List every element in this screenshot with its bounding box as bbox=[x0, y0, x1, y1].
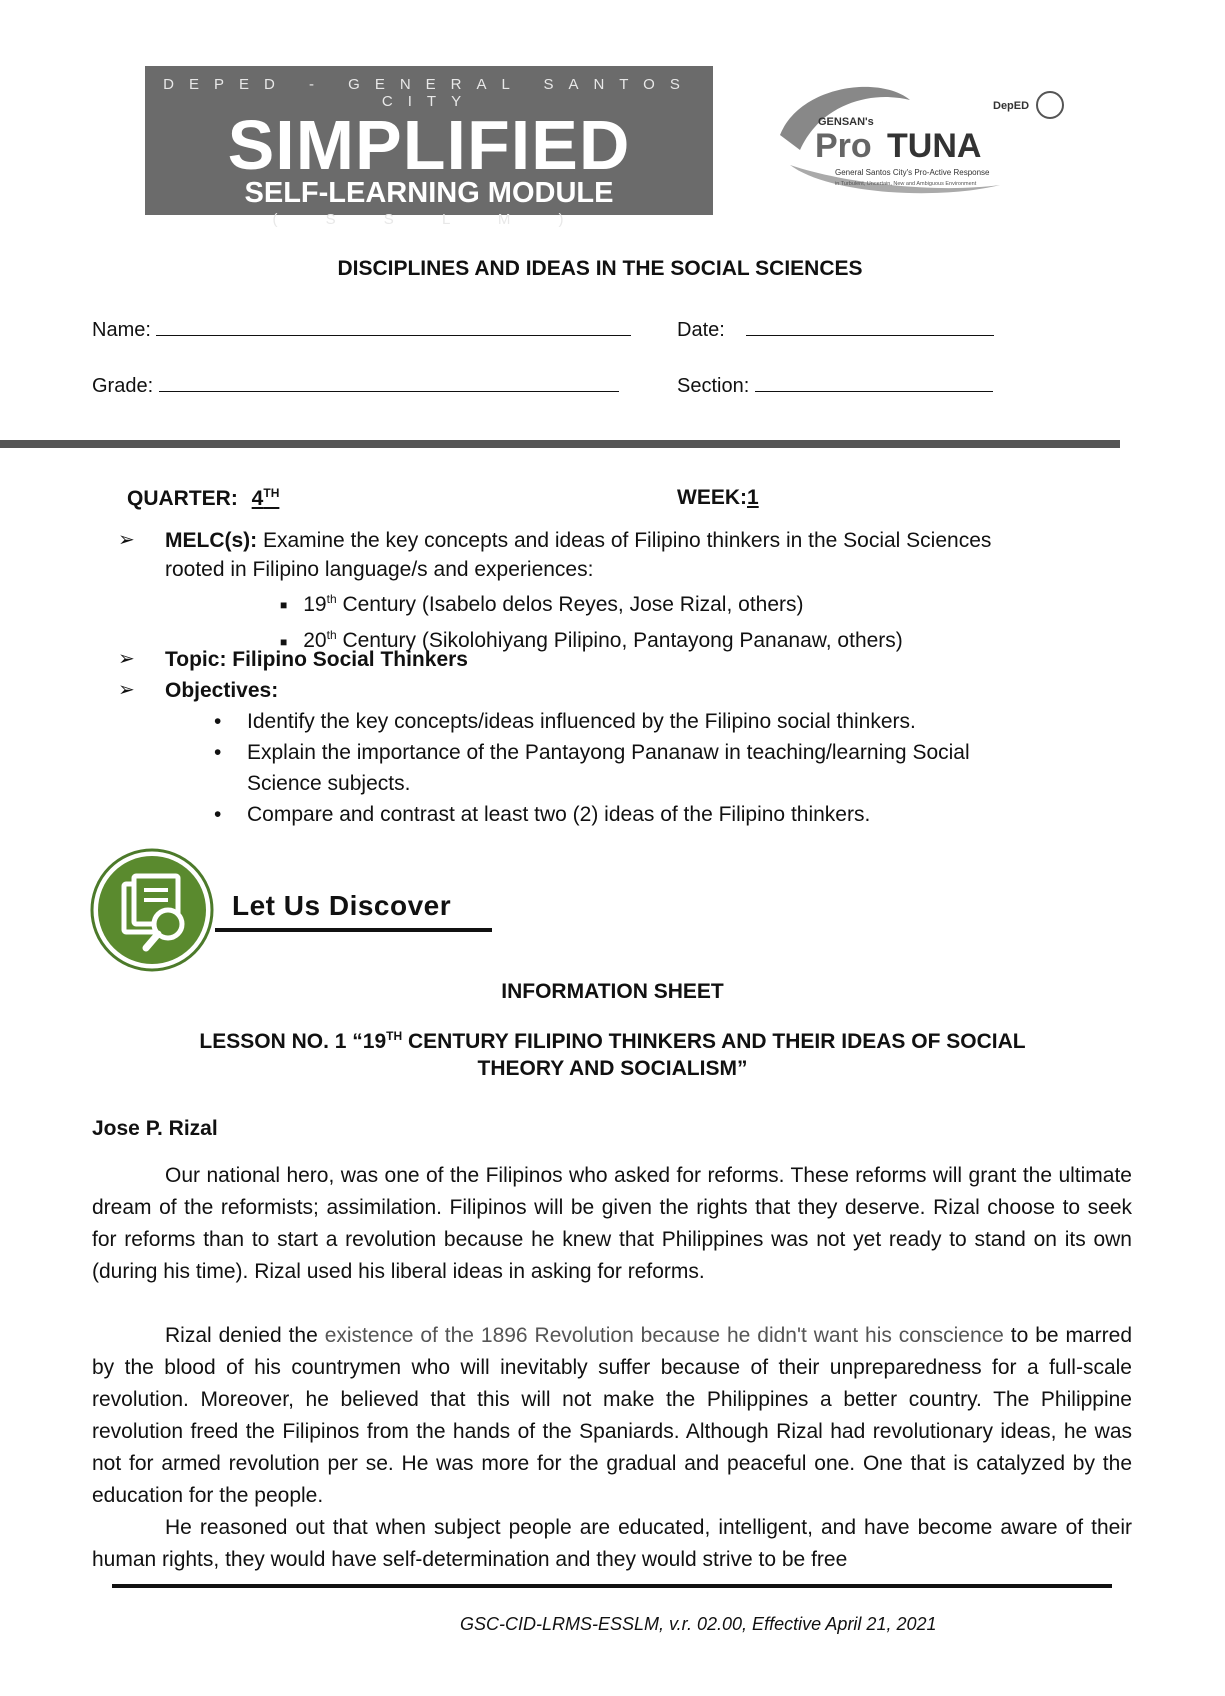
melc-block bbox=[0, 525, 1200, 657]
date-line[interactable] bbox=[746, 317, 994, 336]
banner-top-text: DEPED - GENERAL SANTOS CITY bbox=[163, 76, 695, 110]
logo-pro: Pro bbox=[815, 127, 872, 165]
banner-subtitle: SELF-LEARNING MODULE bbox=[244, 177, 614, 209]
lesson-title-line2: THEORY AND SOCIALISM” bbox=[477, 1057, 748, 1080]
discover-book-icon bbox=[90, 848, 215, 973]
section-field[interactable] bbox=[677, 373, 993, 398]
logo-tuna: TUNA bbox=[887, 127, 982, 165]
footer-divider bbox=[112, 1584, 1112, 1588]
melc-item: ■ 19th Century (Isabelo delos Reyes, Jose Rizal, others) bbox=[280, 592, 804, 616]
paragraph: Our national hero, was one of the Filipinos who asked for reforms. These reforms will grant the ultimate dream of the reformists; assimilation. Filipinos will be given the rights that they deserve. Rizal choose to seek for reforms than to start a revolution because he knew that Philippines was not yet ready to stand on its own (during his time). Rizal used his liberal ideas in asking for reforms. bbox=[92, 1164, 1132, 1283]
quarter-value: 4TH bbox=[251, 486, 280, 510]
name-field[interactable] bbox=[92, 317, 631, 342]
square-bullet-icon: ■ bbox=[280, 634, 288, 649]
section-divider bbox=[0, 440, 1120, 448]
section-line[interactable] bbox=[755, 373, 993, 392]
dot-bullet-icon: • bbox=[214, 741, 222, 764]
logo-gensans: GENSAN's bbox=[818, 116, 874, 128]
arrow-bullet-icon: ➢ bbox=[118, 679, 135, 701]
week-label: WEEK: bbox=[677, 486, 747, 509]
dot-bullet-icon: • bbox=[214, 803, 222, 826]
sslm-banner bbox=[145, 66, 713, 228]
date-field[interactable] bbox=[677, 317, 994, 342]
paragraph: Rizal denied the existence of the 1896 Revolution because he didn't want his conscience to be marred by the blood of his countrymen who will inevitably suffer because of their unpreparedness for a full-scale revolution. Moreover, he believed that this will not make the Philippines a better country. The Philippine revolution freed the Filipinos from the hands of the Spaniards. Although Rizal had revolutionary ideas, he was not for armed revolution per se. He was more for the gradual and peaceful one. One that is catalyzed by the education for the people. bbox=[92, 1324, 1132, 1507]
discover-title: Let Us Discover bbox=[232, 890, 452, 921]
square-bullet-icon: ■ bbox=[280, 598, 288, 613]
section-label: Section: bbox=[677, 375, 750, 397]
banner-abbr: ( S S L M ) bbox=[272, 211, 586, 228]
objective-item-continued: Science subjects. bbox=[247, 772, 411, 795]
topic-block bbox=[0, 644, 1200, 675]
logo-tagline2: in Turbulent, Uncertain, New and Ambiguous Environment bbox=[835, 181, 977, 187]
objective-item: • Compare and contrast at least two (2) ideas of the Filipino thinkers. bbox=[214, 799, 1200, 830]
grade-field[interactable] bbox=[92, 373, 619, 398]
objectives-block bbox=[0, 675, 1200, 830]
name-label: Name: bbox=[92, 319, 151, 341]
melc-item: ■ 20th Century (Sikolohiyang Pilipino, Pantayong Pananaw, others) bbox=[280, 628, 903, 653]
arrow-bullet-icon: ➢ bbox=[118, 529, 135, 551]
arrow-bullet-icon: ➢ bbox=[118, 648, 135, 670]
date-label: Date: bbox=[677, 319, 725, 341]
footer-code: GSC-CID-LRMS-ESSLM, v.r. 02.00, Effective April 21, 2021 bbox=[460, 1614, 937, 1634]
dot-bullet-icon: • bbox=[214, 710, 222, 733]
objectives-label: Objectives: bbox=[165, 679, 279, 702]
logo-tagline1: General Santos City's Pro-Active Response bbox=[835, 168, 990, 177]
grade-label: Grade: bbox=[92, 375, 154, 397]
section-heading: Jose P. Rizal bbox=[92, 1117, 218, 1140]
information-sheet-heading: INFORMATION SHEET bbox=[501, 980, 724, 1003]
melc-text: Examine the key concepts and ideas of Filipino thinkers in the Social Sciences bbox=[257, 529, 992, 552]
lesson-title: LESSON NO. 1 “19TH CENTURY FILIPINO THINKERS AND THEIR IDEAS OF SOCIAL bbox=[199, 1029, 1026, 1053]
name-line[interactable] bbox=[156, 317, 631, 336]
protuna-logo bbox=[760, 75, 1070, 205]
banner-title: SIMPLIFIED bbox=[227, 106, 631, 184]
week-value: 1 bbox=[747, 486, 759, 509]
topic-text: Topic: Filipino Social Thinkers bbox=[165, 648, 468, 671]
document-title: DISCIPLINES AND IDEAS IN THE SOCIAL SCIENCES bbox=[337, 257, 863, 280]
grade-line[interactable] bbox=[159, 373, 619, 392]
melc-label: MELC(s): bbox=[165, 529, 258, 552]
objective-item: • Identify the key concepts/ideas influenced by the Filipino social thinkers. bbox=[214, 706, 1200, 737]
objective-item: • Explain the importance of the Pantayong Pananaw in teaching/learning Social bbox=[214, 737, 1200, 768]
paragraph: He reasoned out that when subject people are educated, intelligent, and have become aware of their human rights, they would have self-determination and they would strive to be free bbox=[92, 1516, 1132, 1571]
quarter-label: QUARTER: bbox=[127, 487, 238, 510]
melc-text2: rooted in Filipino language/s and experiences: bbox=[165, 558, 594, 581]
discover-underline bbox=[215, 928, 492, 932]
logo-deped: DepED bbox=[993, 100, 1030, 112]
week bbox=[677, 486, 759, 510]
quarter bbox=[127, 486, 279, 511]
